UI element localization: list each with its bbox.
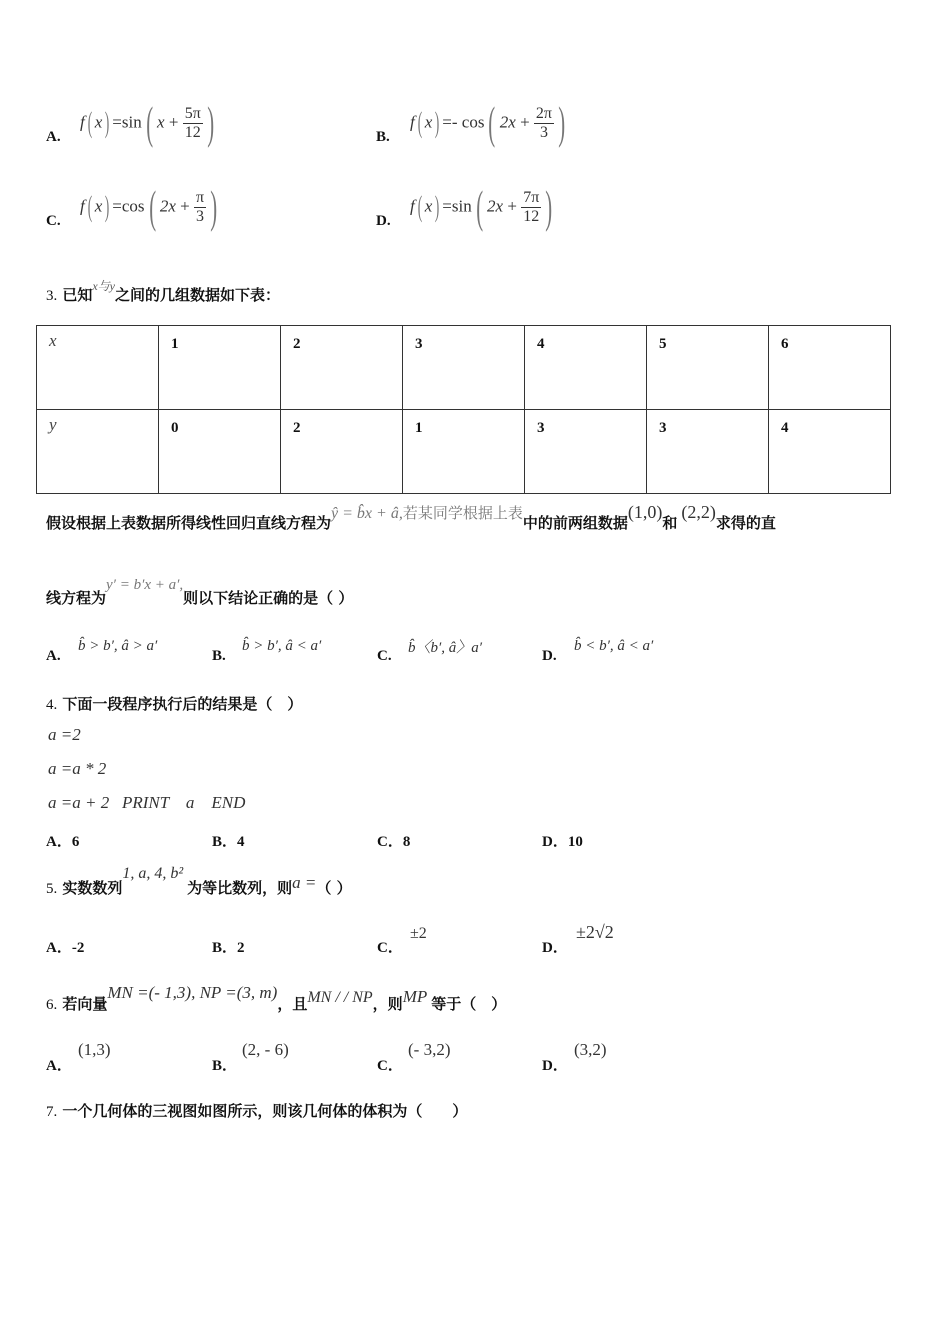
q4-option-b: B．4	[212, 834, 245, 850]
q4-code-line-3: a =a + 2 PRINT a END	[48, 793, 246, 812]
q2-option-c-formula: f( x) =cos( 2x + $\frac{\pi}{3}$ )	[80, 181, 218, 232]
q5-option-d-label: D．	[542, 940, 568, 956]
q3-regression-line1: 假设根据上表数据所得线性回归直线方程为ŷ = b̂x + â,若某同学根据上表中的前两组数据(1,0)和(2,2)求得的直	[46, 502, 776, 532]
q3-data-table	[36, 325, 891, 494]
q3-number: 3.	[46, 288, 58, 304]
q3-point2: (2,2)	[681, 502, 716, 522]
table-cell: 3	[403, 326, 525, 410]
q4-stem: 4. 下面一段程序执行后的结果是（ ）	[46, 695, 303, 713]
q2-option-c-label: C.	[46, 213, 61, 229]
q3-regression-line2: 线方程为y′ = b′x + a′,则以下结论正确的是（ ）	[46, 577, 354, 607]
q6-vectors: MN =(- 1,3), NP =(3, m)	[107, 983, 278, 1002]
q3-option-a-label: A.	[46, 648, 61, 664]
q3-option-c-label: C.	[377, 648, 392, 664]
table-header-y: y	[37, 410, 159, 494]
q3-stem: 3. 已知$^{x与y}$之间的几组数据如下表：	[46, 279, 281, 304]
table-cell: 0	[159, 410, 281, 494]
q3-option-c-text: b̂〈b′, â〉a′	[408, 640, 483, 656]
q3-option-b-text: b̂ > b′, â < a′	[242, 638, 322, 654]
q6-option-b-label: B．	[212, 1058, 238, 1074]
q3-option-a-text: b̂ > b′, â > a′	[78, 638, 158, 654]
q6-option-b-text: (2, - 6)	[242, 1040, 289, 1059]
table-cell: 3	[525, 410, 647, 494]
q2-option-a-label: A.	[46, 129, 61, 145]
q3-option-d-text: b̂ < b′, â < a′	[574, 638, 654, 654]
q5-option-a: A．-2	[46, 940, 85, 956]
table-cell: 4	[525, 326, 647, 410]
q2-option-b-label: B.	[376, 129, 390, 145]
q2-option-a-formula: f( x) =sin( x + $\frac{5\pi}{12}$ )	[80, 97, 214, 148]
q3-option-d-label: D.	[542, 648, 557, 664]
q6-stem: 6. 若向量MN =(- 1,3), NP =(3, m)，且MN / / NP，则MP 等于（ ）	[46, 983, 507, 1013]
table-cell: 4	[769, 410, 891, 494]
q6-option-d-text: (3,2)	[574, 1040, 607, 1059]
q6-option-c-text: (- 3,2)	[408, 1040, 451, 1059]
table-row	[37, 326, 891, 410]
table-row	[37, 410, 891, 494]
q5-option-d-text: ±2√2	[576, 922, 614, 942]
q6-option-d-label: D．	[542, 1058, 568, 1074]
q6-parallel: MN / / NP	[307, 989, 373, 1006]
table-header-x: x	[37, 326, 159, 410]
table-cell: 1	[403, 410, 525, 494]
table-cell: 2	[281, 410, 403, 494]
table-cell: 6	[769, 326, 891, 410]
q4-option-c: C．8	[377, 834, 411, 850]
q3-point1: (1,0)	[627, 502, 663, 522]
table-cell: 5	[647, 326, 769, 410]
q5-option-b: B．2	[212, 940, 245, 956]
q6-option-a-label: A．	[46, 1058, 72, 1074]
q4-option-d: D．10	[542, 834, 583, 850]
q2-option-b-formula: f( x) =- cos( 2x + $\frac{2\pi}{3}$ )	[410, 97, 566, 148]
q6-option-a-text: (1,3)	[78, 1040, 111, 1059]
q5-stem: 5. 实数数列1, a, 4, b²为等比数列，则a =（ ）	[46, 865, 352, 897]
q4-code-line-2: a =a * 2	[48, 759, 107, 778]
q5-sequence: 1, a, 4, b²	[122, 865, 184, 882]
table-cell: 1	[159, 326, 281, 410]
table-cell: 2	[281, 326, 403, 410]
q5-option-c-label: C．	[377, 940, 403, 956]
q6-option-c-label: C．	[377, 1058, 403, 1074]
q4-option-a: A．6	[46, 834, 80, 850]
q7-stem: 7. 一个几何体的三视图如图所示，则该几何体的体积为（ ）	[46, 1102, 468, 1120]
q2-option-d-formula: f( x) =sin( 2x + $\frac{7\pi}{12}$ )	[410, 181, 553, 232]
q3-vars: x与y	[92, 279, 116, 293]
table-cell: 3	[647, 410, 769, 494]
q2-option-d-label: D.	[376, 213, 391, 229]
q5-option-c-text: ±2	[410, 925, 427, 942]
q3-option-b-label: B.	[212, 648, 226, 664]
q4-code-line-1: a =2	[48, 725, 81, 744]
